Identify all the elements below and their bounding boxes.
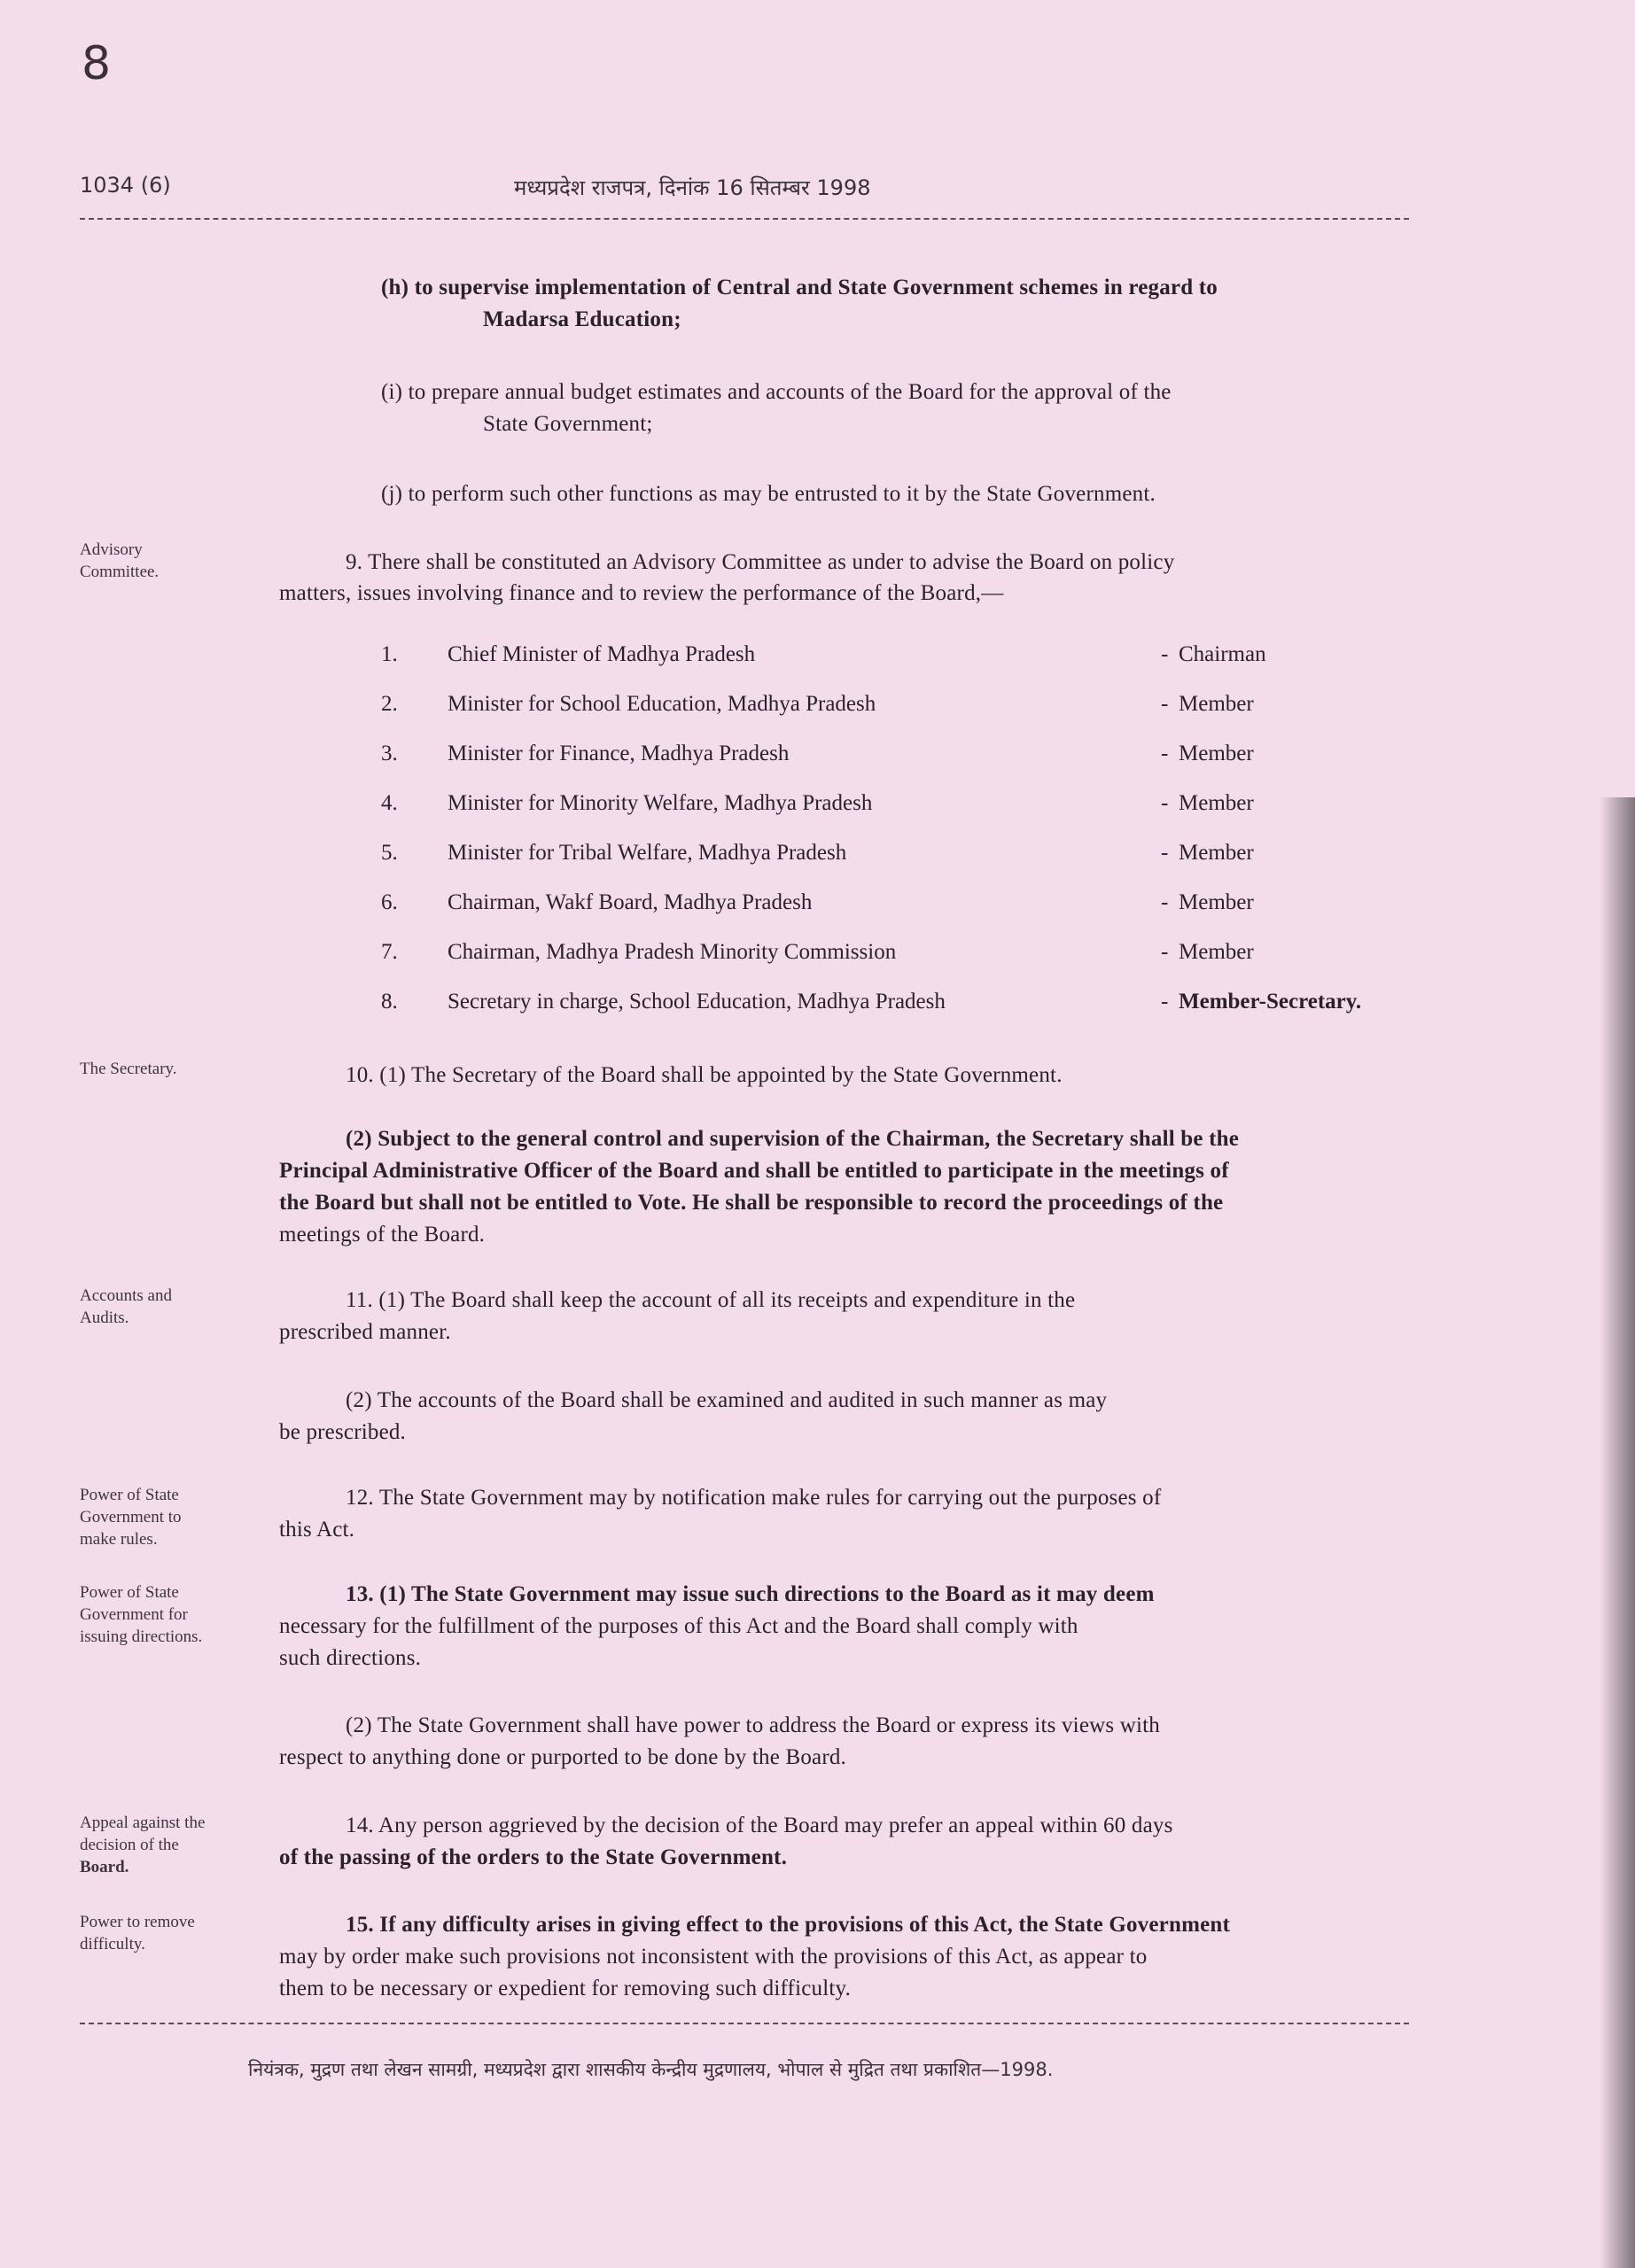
section-12-line2: this Act. (279, 1518, 355, 1542)
handwritten-page-number: 8 (82, 37, 112, 90)
section-11-1-line2: prescribed manner. (279, 1320, 451, 1344)
section-11-2-line1: (2) The accounts of the Board shall be examined and audited in such manner as may (346, 1388, 1108, 1412)
section-15-line2: may by order make such provisions not inconsistent with the provisions of this Act, as appear to (279, 1945, 1148, 1969)
section-9-line1: 9. There shall be constituted an Advisory Committee as under to advise the Board on policy (346, 550, 1175, 574)
section-9-line2: matters, issues involving finance and to review the performance of the Board,— (279, 581, 1004, 605)
section-13-2-line2: respect to anything done or purported to be done by the Board. (279, 1745, 847, 1769)
scan-edge-shadow (1600, 797, 1635, 2268)
section-15-line3: them to be necessary or expedient for removing such difficulty. (279, 1977, 852, 2000)
page-number: 1034 (6) (80, 173, 171, 198)
margin-note-advisory-committee: Advisory Committee. (80, 540, 160, 581)
section-13-1-line1: 13. (1) The State Government may issue such directions to the Board as it may deem (346, 1582, 1155, 1606)
section-10-2-line1: (2) Subject to the general control and supervision of the Chairman, the Secretary shall be the (346, 1127, 1240, 1151)
section-13-2-line1: (2) The State Government shall have power to address the Board or express its views with (346, 1713, 1161, 1737)
margin-note-accounts-audits: Accounts and Audits. (80, 1286, 172, 1327)
section-10-2-line2: Principal Administrative Officer of the Board and shall be entitled to participate in the meetings of (279, 1159, 1229, 1183)
printer-imprint: नियंत्रक, मुद्रण तथा लेखन सामग्री, मध्यप्रदेश द्वारा शासकीय केन्द्रीय मुद्रणालय, भोपाल से मुद्रित तथा प्रकाशित—1998. (248, 2059, 1054, 2080)
section-12-line1: 12. The State Government may by notification make rules for carrying out the purposes of (346, 1486, 1162, 1510)
section-10-1: 10. (1) The Secretary of the Board shall be appointed by the State Government. (346, 1063, 1063, 1087)
committee-row: 6. Chairman, Wakf Board, Madhya Pradesh - Member (381, 890, 1254, 914)
margin-note-power-issuing-directions: Power of State Government for issuing directions. (80, 1583, 203, 1646)
clause-h-line1: (h) to supervise implementation of Central and State Government schemes in regard to (381, 276, 1218, 299)
section-15-line1: 15. If any difficulty arises in giving effect to the provisions of this Act, the State Government (346, 1913, 1231, 1937)
committee-row: 3. Minister for Finance, Madhya Pradesh - Member (381, 742, 1254, 765)
clause-j: (j) to perform such other functions as may be entrusted to it by the State Government. (381, 482, 1156, 506)
clause-h-line2: Madarsa Education; (483, 307, 681, 331)
section-13-1-line3: such directions. (279, 1646, 422, 1670)
margin-note-power-make-rules: Power of State Government to make rules. (80, 1486, 182, 1549)
section-10-2-line3: the Board but shall not be entitled to Vote. He shall be responsible to record the proceedings of the (279, 1191, 1224, 1215)
margin-note-secretary: The Secretary. (80, 1060, 177, 1078)
committee-row: 7. Chairman, Madhya Pradesh Minority Commission - Member (381, 940, 1254, 964)
margin-note-power-remove-difficulty: Power to remove difficulty. (80, 1913, 195, 1953)
committee-row: 4. Minister for Minority Welfare, Madhya Pradesh - Member (381, 791, 1254, 815)
margin-note-appeal: Appeal against the decision of the Board. (80, 1814, 206, 1876)
clause-i-line1: (i) to prepare annual budget estimates and accounts of the Board for the approval of the (381, 380, 1172, 404)
gazette-header-title: मध्यप्रदेश राजपत्र, दिनांक 16 सितम्बर 1998 (514, 175, 871, 200)
section-13-1-line2: necessary for the fulfillment of the purposes of this Act and the Board shall comply with (279, 1614, 1078, 1638)
committee-row: 2. Minister for School Education, Madhya Pradesh - Member (381, 692, 1254, 716)
header-rule (80, 218, 1409, 220)
section-14-line1: 14. Any person aggrieved by the decision of the Board may prefer an appeal within 60 days (346, 1814, 1173, 1837)
section-14-line2: of the passing of the orders to the State Government. (279, 1845, 788, 1869)
section-11-2-line2: be prescribed. (279, 1420, 407, 1444)
committee-row: 1. Chief Minister of Madhya Pradesh - Chairman (381, 642, 1266, 666)
section-10-2-line4: meetings of the Board. (279, 1223, 486, 1247)
committee-row: 5. Minister for Tribal Welfare, Madhya Pradesh - Member (381, 841, 1254, 865)
section-11-1-line1: 11. (1) The Board shall keep the account of all its receipts and expenditure in the (346, 1288, 1076, 1312)
committee-row: 8. Secretary in charge, School Education, Madhya Pradesh - Member-Secretary. (381, 990, 1362, 1014)
footer-rule (80, 2023, 1409, 2024)
clause-i-line2: State Government; (483, 412, 653, 436)
